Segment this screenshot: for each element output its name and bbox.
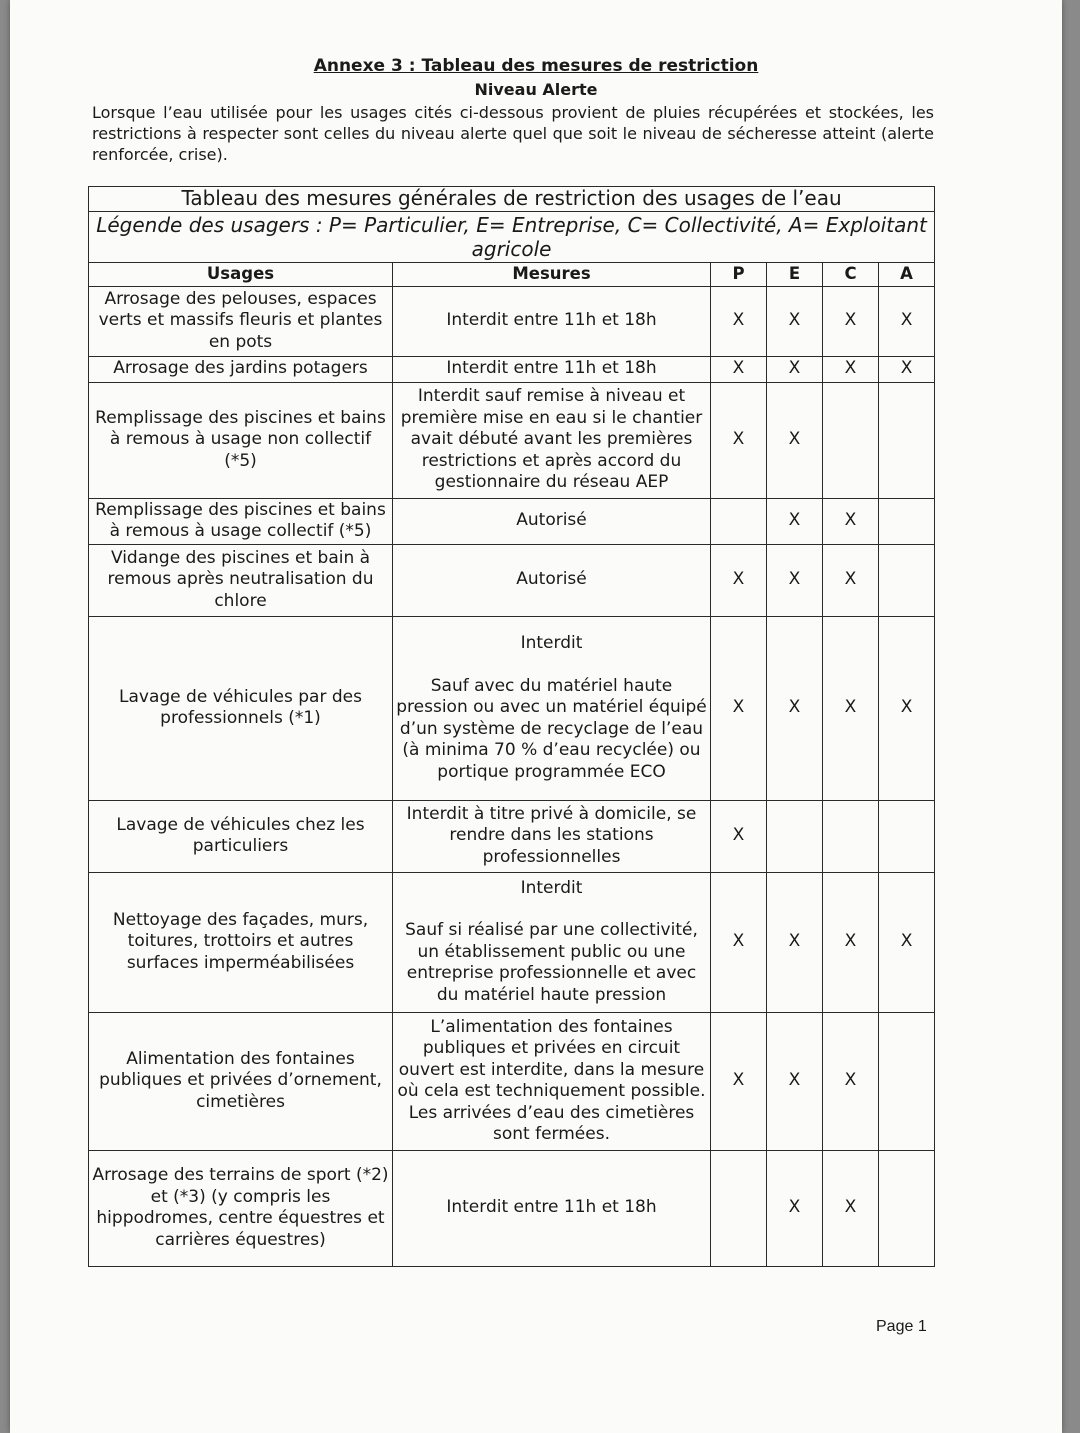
usager-e-cell: X — [767, 616, 823, 800]
mesure-cell — [393, 498, 711, 544]
usager-c-cell: X — [823, 286, 879, 356]
usager-p-cell: X — [711, 382, 767, 498]
usager-e-cell: X — [767, 498, 823, 544]
mesure-text: Interdit entre 11h et 18h — [446, 310, 657, 331]
table-row — [89, 544, 935, 616]
mesure-text: Interdit entre 11h et 18h — [446, 358, 657, 379]
usage-cell: Arrosage des pelouses, espaces verts et massifs fleuris et plantes en pots — [89, 286, 393, 356]
mesure-cell — [393, 1150, 711, 1266]
mesure-text: Autorisé — [516, 569, 587, 590]
usager-p-cell: X — [711, 800, 767, 872]
mesure-cell — [393, 1012, 711, 1150]
usager-p-cell — [711, 498, 767, 544]
table-row — [89, 800, 935, 872]
usage-cell: Arrosage des jardins potagers — [89, 356, 393, 382]
header-mesures: Mesures — [393, 262, 711, 286]
document-page — [10, 0, 1062, 1433]
usager-c-cell: X — [823, 872, 879, 1012]
mesure-text: Interdit entre 11h et 18h — [446, 1197, 657, 1218]
usage-cell: Alimentation des fontaines publiques et privées d’ornement, cimetières — [89, 1012, 393, 1150]
usager-e-cell: X — [767, 1012, 823, 1150]
usager-p-cell: X — [711, 286, 767, 356]
usager-c-cell: X — [823, 356, 879, 382]
usager-e-cell: X — [767, 286, 823, 356]
table-legend: Légende des usagers : P= Particulier, E= Entreprise, C= Collectivité, A= Exploitant agricole — [89, 211, 935, 262]
table-title: Tableau des mesures générales de restriction des usages de l’eau — [89, 187, 935, 212]
mesure-text: Sauf avec du matériel haute pression ou avec un matériel équipé d’un système de recyclage de l’eau (à minima 70 % d’eau recyclée) ou portique programmée ECO — [396, 675, 707, 782]
usager-c-cell — [823, 800, 879, 872]
usager-c-cell — [823, 382, 879, 498]
mesure-text: Sauf si réalisé par une collectivité, un établissement public ou une entreprise professionnelle et avec du matériel haute pression — [405, 920, 698, 1005]
alert-level-subtitle: Niveau Alerte — [474, 80, 598, 99]
usager-p-cell: X — [711, 356, 767, 382]
usager-a-cell: X — [879, 356, 935, 382]
usager-c-cell: X — [823, 544, 879, 616]
usager-p-cell — [711, 1150, 767, 1266]
table-row — [89, 1012, 935, 1150]
usager-a-cell — [879, 498, 935, 544]
header-a: A — [879, 262, 935, 286]
usager-p-cell: X — [711, 872, 767, 1012]
usager-c-cell: X — [823, 498, 879, 544]
usager-e-cell — [767, 800, 823, 872]
usager-p-cell: X — [711, 544, 767, 616]
mesure-text: L’alimentation des fontaines publiques et privées en circuit ouvert est interdite, dans la mesure où cela est techniquement possible. Les arrivées d’eau des cimetières sont fermées. — [397, 1016, 706, 1144]
usage-cell: Remplissage des piscines et bains à remous à usage non collectif (*5) — [89, 382, 393, 498]
header-c: C — [823, 262, 879, 286]
usager-a-cell: X — [879, 286, 935, 356]
header-usages: Usages — [89, 262, 393, 286]
table-row — [89, 498, 935, 544]
table-row — [89, 356, 935, 382]
mesure-cell — [393, 382, 711, 498]
table-row — [89, 1150, 935, 1266]
usager-a-cell: X — [879, 616, 935, 800]
header-p: P — [711, 262, 767, 286]
usager-e-cell: X — [767, 356, 823, 382]
usager-e-cell: X — [767, 1150, 823, 1266]
mesure-text: Interdit à titre privé à domicile, se rendre dans les stations professionnelles — [406, 803, 697, 867]
usager-a-cell — [879, 382, 935, 498]
usager-p-cell: X — [711, 616, 767, 800]
usager-c-cell: X — [823, 1150, 879, 1266]
usager-a-cell — [879, 1150, 935, 1266]
usager-e-cell: X — [767, 544, 823, 616]
usage-cell: Arrosage des terrains de sport (*2) et (*3) (y compris les hippodromes, centre équestres et carrières équestres) — [89, 1150, 393, 1266]
header-e: E — [767, 262, 823, 286]
usage-cell: Lavage de véhicules chez les particuliers — [89, 800, 393, 872]
usager-c-cell: X — [823, 1012, 879, 1150]
usager-e-cell: X — [767, 872, 823, 1012]
usager-e-cell: X — [767, 382, 823, 498]
restrictions-table — [88, 186, 935, 1267]
mesure-cell — [393, 286, 711, 356]
mesure-cell — [393, 800, 711, 872]
usage-cell: Nettoyage des façades, murs, toitures, trottoirs et autres surfaces imperméabilisées — [89, 872, 393, 1012]
usage-cell: Remplissage des piscines et bains à remous à usage collectif (*5) — [89, 498, 393, 544]
usage-cell: Vidange des piscines et bain à remous après neutralisation du chlore — [89, 544, 393, 616]
annex-title: Annexe 3 : Tableau des mesures de restriction — [313, 56, 759, 76]
page-number: Page 1 — [876, 1318, 927, 1335]
mesure-cell — [393, 872, 711, 1012]
usager-a-cell — [879, 800, 935, 872]
usager-c-cell: X — [823, 616, 879, 800]
mesure-text: Interdit — [520, 877, 583, 898]
usager-a-cell — [879, 1012, 935, 1150]
table-row — [89, 616, 935, 800]
mesure-text: Interdit — [520, 633, 583, 653]
mesure-cell — [393, 356, 711, 382]
table-row — [89, 286, 935, 356]
usager-a-cell — [879, 544, 935, 616]
usage-cell: Lavage de véhicules par des professionnels (*1) — [89, 616, 393, 800]
table-row — [89, 872, 935, 1012]
intro-paragraph: Lorsque l’eau utilisée pour les usages cités ci-dessous provient de pluies récupérées et stockées, les restrictions à respecter sont celles du niveau alerte quel que soit le niveau de sécheresse atteint (alerte renforcée, crise). — [92, 103, 934, 164]
usager-p-cell: X — [711, 1012, 767, 1150]
usager-a-cell: X — [879, 872, 935, 1012]
mesure-cell — [393, 616, 711, 800]
mesure-text: Interdit sauf remise à niveau et première mise en eau si le chantier avait débuté avant les premières restrictions et après accord du gestionnaire du réseau AEP — [400, 386, 703, 493]
table-row — [89, 382, 935, 498]
mesure-text: Autorisé — [516, 510, 587, 531]
mesure-cell — [393, 544, 711, 616]
